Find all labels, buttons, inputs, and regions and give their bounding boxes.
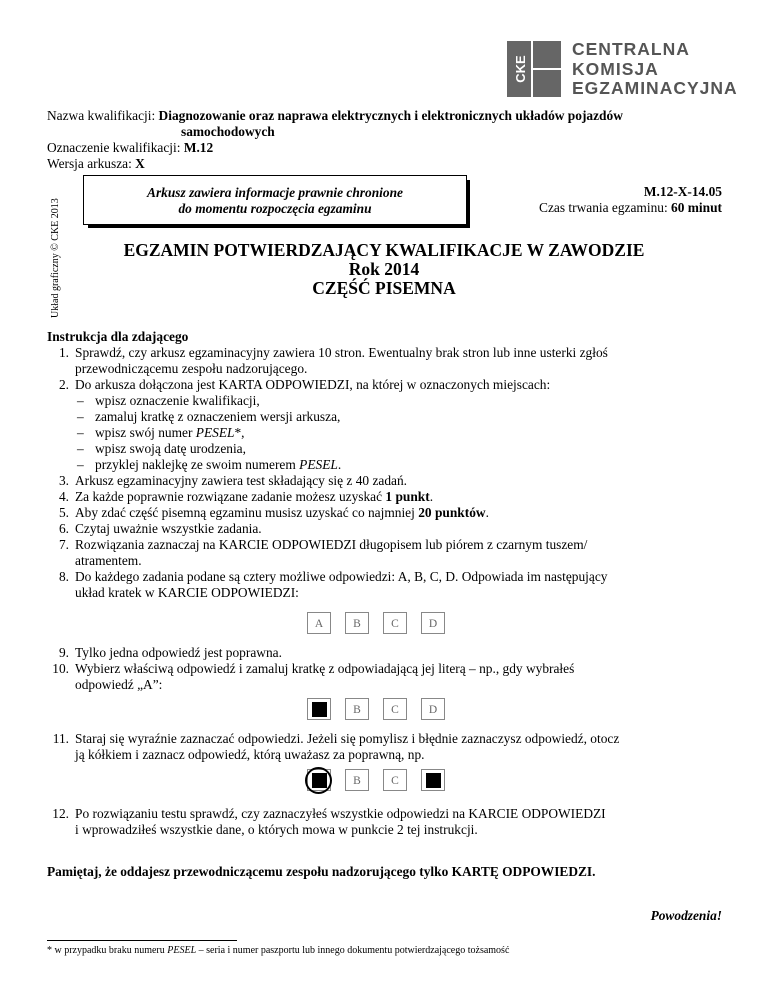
sub-item-text-end: *, (234, 425, 245, 440)
answer-boxes-example-empty (307, 612, 459, 636)
answer-box-b: B (345, 698, 369, 720)
sub-item-text: wpisz oznaczenie kwalifikacji, (95, 393, 260, 408)
notice-text (84, 185, 466, 217)
item-text-end: . (429, 489, 434, 504)
dash-bullet: – (77, 425, 84, 440)
instruction-item-9 (47, 645, 722, 661)
answer-box-a: A (307, 612, 331, 634)
item-number: 3. (58, 473, 69, 488)
answer-boxes-example-corrected (307, 769, 459, 793)
sub-item-text: wpisz swój numer (95, 425, 196, 440)
dash-bullet: – (77, 393, 84, 408)
qualification-code-value: M.12 (183, 140, 214, 155)
sub-item (47, 441, 722, 457)
answer-box-b: B (345, 769, 369, 791)
item-text-cont: ją kółkiem i zaznacz odpowiedź, którą uważasz za poprawną, np. (75, 747, 425, 762)
sub-item-text: zamaluj kratkę z oznaczeniem wersji arkusza, (95, 409, 341, 424)
points-emphasis: 1 punkt (385, 489, 430, 504)
answer-box-a-circled (307, 769, 331, 791)
exam-code: M.12-X-14.05 (643, 184, 722, 199)
item-text-cont: przewodniczącemu zespołu nadzorującego. (75, 361, 308, 376)
pesel-term: PESEL (299, 457, 338, 472)
item-text: Wybierz właściwą odpowiedź i zamaluj kratkę z odpowiadającą jej literą – np., gdy wybrałeś (75, 661, 575, 676)
notice-line-2: do momentu rozpoczęcia egzaminu (178, 201, 372, 216)
qualification-name-label: Nazwa kwalifikacji: (47, 108, 159, 123)
instruction-item-10 (47, 661, 722, 693)
item-text: Do arkusza dołączona jest KARTA ODPOWIEDZI, na której w oznaczonych miejscach: (75, 377, 551, 392)
logo-wordmark (572, 40, 738, 99)
version-label: Wersja arkusza: (47, 156, 136, 171)
dash-bullet: – (77, 409, 84, 424)
cke-logo-mark-icon (507, 41, 561, 97)
instruction-item-1 (47, 345, 722, 377)
instruction-item-4 (47, 489, 722, 505)
item-text: Po rozwiązaniu testu sprawdź, czy zaznaczyłeś wszystkie odpowiedzi na KARCIE ODPOWIEDZI (75, 806, 606, 821)
item-text: Aby zdać część pisemną egzaminu musisz uzyskać co najmniej (75, 505, 419, 520)
item-text: Czytaj uważnie wszystkie zadania. (75, 521, 262, 536)
notice-line-1: Arkusz zawiera informacje prawnie chronione (147, 185, 403, 200)
instructions (47, 329, 722, 601)
sub-item-text-end: . (337, 457, 342, 472)
item-number: 12. (52, 806, 69, 821)
footnote-divider (47, 940, 237, 941)
instructions-cont-1 (47, 645, 722, 693)
pesel-term: PESEL (195, 425, 235, 440)
qualification-name-value: Diagnozowanie oraz naprawa elektrycznych i elektronicznych układów pojazdów (158, 108, 623, 123)
item-text-end: . (485, 505, 489, 520)
logo-line-1: CENTRALNA (572, 39, 690, 59)
instruction-item-8 (47, 569, 722, 601)
logo-mark-text: CKE (513, 55, 528, 83)
item-text: Sprawdź, czy arkusz egzaminacyjny zawiera 10 stron. Ewentualny brak stron lub inne usterki zgłoś (75, 345, 608, 360)
instruction-item-2 (47, 377, 722, 393)
remember-note: Pamiętaj, że oddajesz przewodniczącemu zespołu nadzorującego tylko KARTĘ ODPOWIEDZI. (47, 864, 596, 879)
version-value: X (135, 156, 145, 171)
exam-header (47, 241, 721, 298)
exam-part: CZĘŚĆ PISEMNA (312, 278, 456, 298)
legal-notice-box (83, 175, 467, 225)
instruction-item-12 (47, 806, 722, 838)
item-text: Staraj się wyraźnie zaznaczać odpowiedzi. Jeżeli się pomylisz i błędnie zaznaczysz odpowiedź, otocz (75, 731, 620, 746)
instruction-item-6 (47, 521, 722, 537)
item-text-cont: i wprowadziłeś wszystkie dane, o których mowa w punkcie 2 tej instrukcji. (75, 822, 478, 837)
item-text: Arkusz egzaminacyjny zawiera test składający się z 40 zadań. (75, 473, 408, 488)
instruction-item-3 (47, 473, 722, 489)
correction-circle-icon (305, 767, 332, 794)
item-text: Do każdego zadania podane są cztery możliwe odpowiedzi: A, B, C, D. Odpowiada im następujący (75, 569, 608, 584)
instruction-item-5 (47, 505, 722, 521)
item-number: 11. (52, 731, 69, 746)
answer-box-b: B (345, 612, 369, 634)
item-number: 9. (58, 645, 69, 660)
logo-line-3: EGZAMINACYJNA (572, 78, 738, 98)
instruction-item-7 (47, 537, 722, 569)
footnote-text: * w przypadku braku numeru (47, 945, 168, 956)
item-text: Za każde poprawnie rozwiązane zadanie możesz uzyskać (75, 489, 386, 504)
item-number: 8. (58, 569, 69, 584)
filled-mark (426, 773, 441, 788)
instruction-item-11 (47, 731, 722, 763)
answer-box-c: C (383, 698, 407, 720)
sub-item (47, 457, 722, 473)
dash-bullet: – (77, 457, 84, 472)
points-emphasis: 20 punktów (418, 505, 486, 520)
dash-bullet: – (77, 441, 84, 456)
pesel-term: PESEL (167, 945, 197, 956)
answer-box-c: C (383, 769, 407, 791)
qualification-name-value-cont: samochodowych (181, 124, 275, 139)
sub-item-text: przyklej naklejkę ze swoim numerem (95, 457, 300, 472)
qualification-code-label: Oznaczenie kwalifikacji: (47, 140, 184, 155)
filled-mark (312, 702, 327, 717)
duration-label: Czas trwania egzaminu: (539, 200, 672, 215)
item-number: 5. (58, 505, 69, 520)
exam-year: Rok 2014 (348, 259, 420, 279)
item-number: 2. (58, 377, 69, 392)
item-text: Rozwiązania zaznaczaj na KARCIE ODPOWIEDZI długopisem lub piórem z czarnym tuszem/ (75, 537, 588, 552)
answer-box-d: D (421, 698, 445, 720)
sub-item-text: wpisz swoją datę urodzenia, (95, 441, 246, 456)
answer-box-a-filled (307, 698, 331, 720)
item-number: 10. (52, 661, 69, 676)
item-text: Tylko jedna odpowiedź jest poprawna. (75, 645, 282, 660)
sub-item (47, 425, 722, 441)
exam-code-block (539, 184, 722, 216)
answer-box-c: C (383, 612, 407, 634)
instructions-title: Instrukcja dla zdającego (47, 329, 189, 344)
cke-logo (507, 39, 738, 98)
item-number: 1. (58, 345, 69, 360)
logo-line-2: KOMISJA (572, 58, 659, 79)
item-text-cont: atramentem. (75, 553, 142, 568)
footnote (47, 945, 509, 957)
answer-box-d-filled (421, 769, 445, 791)
item-number: 6. (58, 521, 69, 536)
answer-box-d: D (421, 612, 445, 634)
instructions-cont-2 (47, 731, 722, 763)
item-text-cont: odpowiedź „A”: (75, 677, 163, 692)
footnote-text-end: – seria i numer paszportu lub innego dokumentu potwierdzającego tożsamość (196, 945, 510, 956)
sub-item (47, 393, 722, 409)
instructions-cont-3 (47, 806, 722, 838)
exam-title: EGZAMIN POTWIERDZAJĄCY KWALIFIKACJE W ZAWODZIE (123, 240, 645, 260)
sub-item (47, 409, 722, 425)
answer-boxes-example-marked (307, 698, 459, 722)
qualification-info (47, 108, 727, 172)
item-number: 7. (58, 537, 69, 552)
duration-value: 60 minut (671, 200, 722, 215)
item-text-cont: układ kratek w KARCIE ODPOWIEDZI: (75, 585, 299, 600)
item-number: 4. (58, 489, 69, 504)
graphic-layout-copyright: Układ graficzny © CKE 2013 (50, 198, 61, 318)
good-luck-text: Powodzenia! (650, 908, 722, 923)
